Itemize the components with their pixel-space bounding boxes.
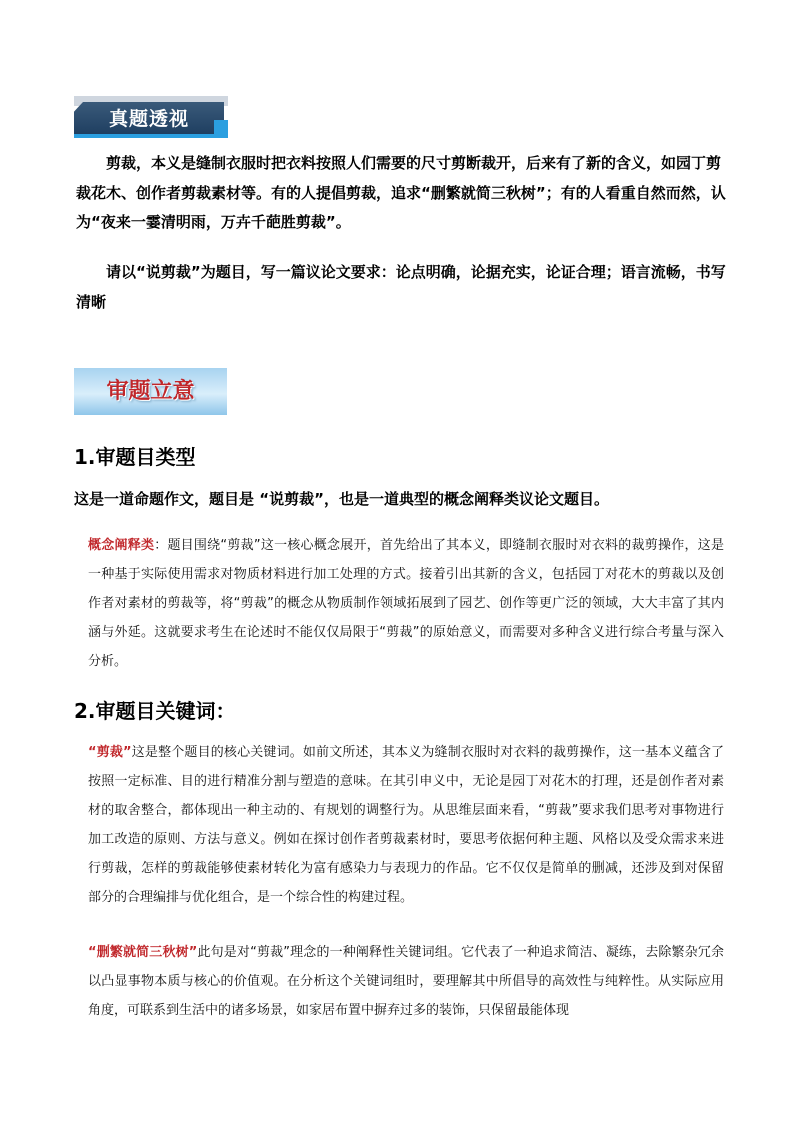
section-banner-zhenti: [74, 96, 228, 140]
keyword-paragraph-1: [88, 738, 724, 912]
section-banner-shenti: [74, 368, 227, 415]
banner-title: 真题透视: [108, 108, 189, 130]
banner-underline: [74, 134, 228, 138]
keyword-label-2: “删繁就简三秋树”: [88, 945, 198, 960]
keyword-text-2: 此句是对“剪裁”理念的一种阐释性关键词组。它代表了一种追求简洁、凝练，去除繁杂冗余以凸显事物本质与核心的价值观。在分析这个关键词组时，要理解其中所倡导的高效性与纯粹性。从实际应用角度，可联系到生活中的诸多场景，如家居布置中摒弃过多的装饰，只保留最能体现: [88, 945, 724, 1018]
keyword-label-1: “剪裁”: [88, 745, 132, 760]
prompt-paragraph-1: 剪裁，本义是缝制衣服时把衣料按照人们需要的尺寸剪断裁开，后来有了新的含义，如园丁剪裁花木、创作者剪裁素材等。有的人提倡剪裁，追求“删繁就简三秋树”；有的人看重自然而然，认为“夜来一霎清明雨，万卉千葩胜剪裁”。: [76, 154, 726, 231]
concept-label: 概念阐释类: [88, 538, 155, 553]
keyword-text-1: 这是整个题目的核心关键词。如前文所述，其本义为缝制衣服时对衣料的裁剪操作，这一基本义蕴含了按照一定标准、目的进行精准分割与塑造的意味。在其引申义中，无论是园丁对花木的打理，还是创作者对素材的取舍整合，都体现出一种主动的、有规划的调整行为。从思维层面来看，“剪裁”要求我们思考对事物进行加工改造的原则、方法与意义。例如在探讨创作者剪裁素材时，要思考依据何种主题、风格以及受众需求来进行剪裁，怎样的剪裁能够使素材转化为富有感染力与表现力的作品。它不仅仅是简单的删减，还涉及到对保留部分的合理编排与优化组合，是一个综合性的构建过程。: [88, 745, 724, 905]
question-type-summary: 这是一道命题作文，题目是 “说剪裁”，也是一道典型的概念阐释类议论文题目。: [74, 490, 609, 508]
banner-title: 审题立意: [106, 379, 195, 404]
prompt-paragraph-2: 请以“说剪裁”为题目，写一篇议论文要求：论点明确，论据充实，论证合理；语言流畅，书写清晰: [76, 263, 726, 311]
heading-keywords: 2.审题目关键词：: [74, 699, 236, 723]
heading-question-type: 1.审题目类型: [74, 445, 196, 469]
concept-paragraph: [88, 531, 724, 676]
concept-text: ：题目围绕“剪裁”这一核心概念展开，首先给出了其本义，即缝制衣服时对衣料的裁剪操作，这是一种基于实际使用需求对物质材料进行加工处理的方式。接着引出其新的含义，包括园丁对花木的剪裁以及创作者对素材的剪裁等，将“剪裁”的概念从物质制作领域拓展到了园艺、创作等更广泛的领域，大大丰富了其内涵与外延。这就要求考生在论述时不能仅仅局限于“剪裁”的原始意义，而需要对多种含义进行综合考量与深入分析。: [88, 538, 724, 669]
keyword-paragraph-2: [88, 938, 724, 1025]
